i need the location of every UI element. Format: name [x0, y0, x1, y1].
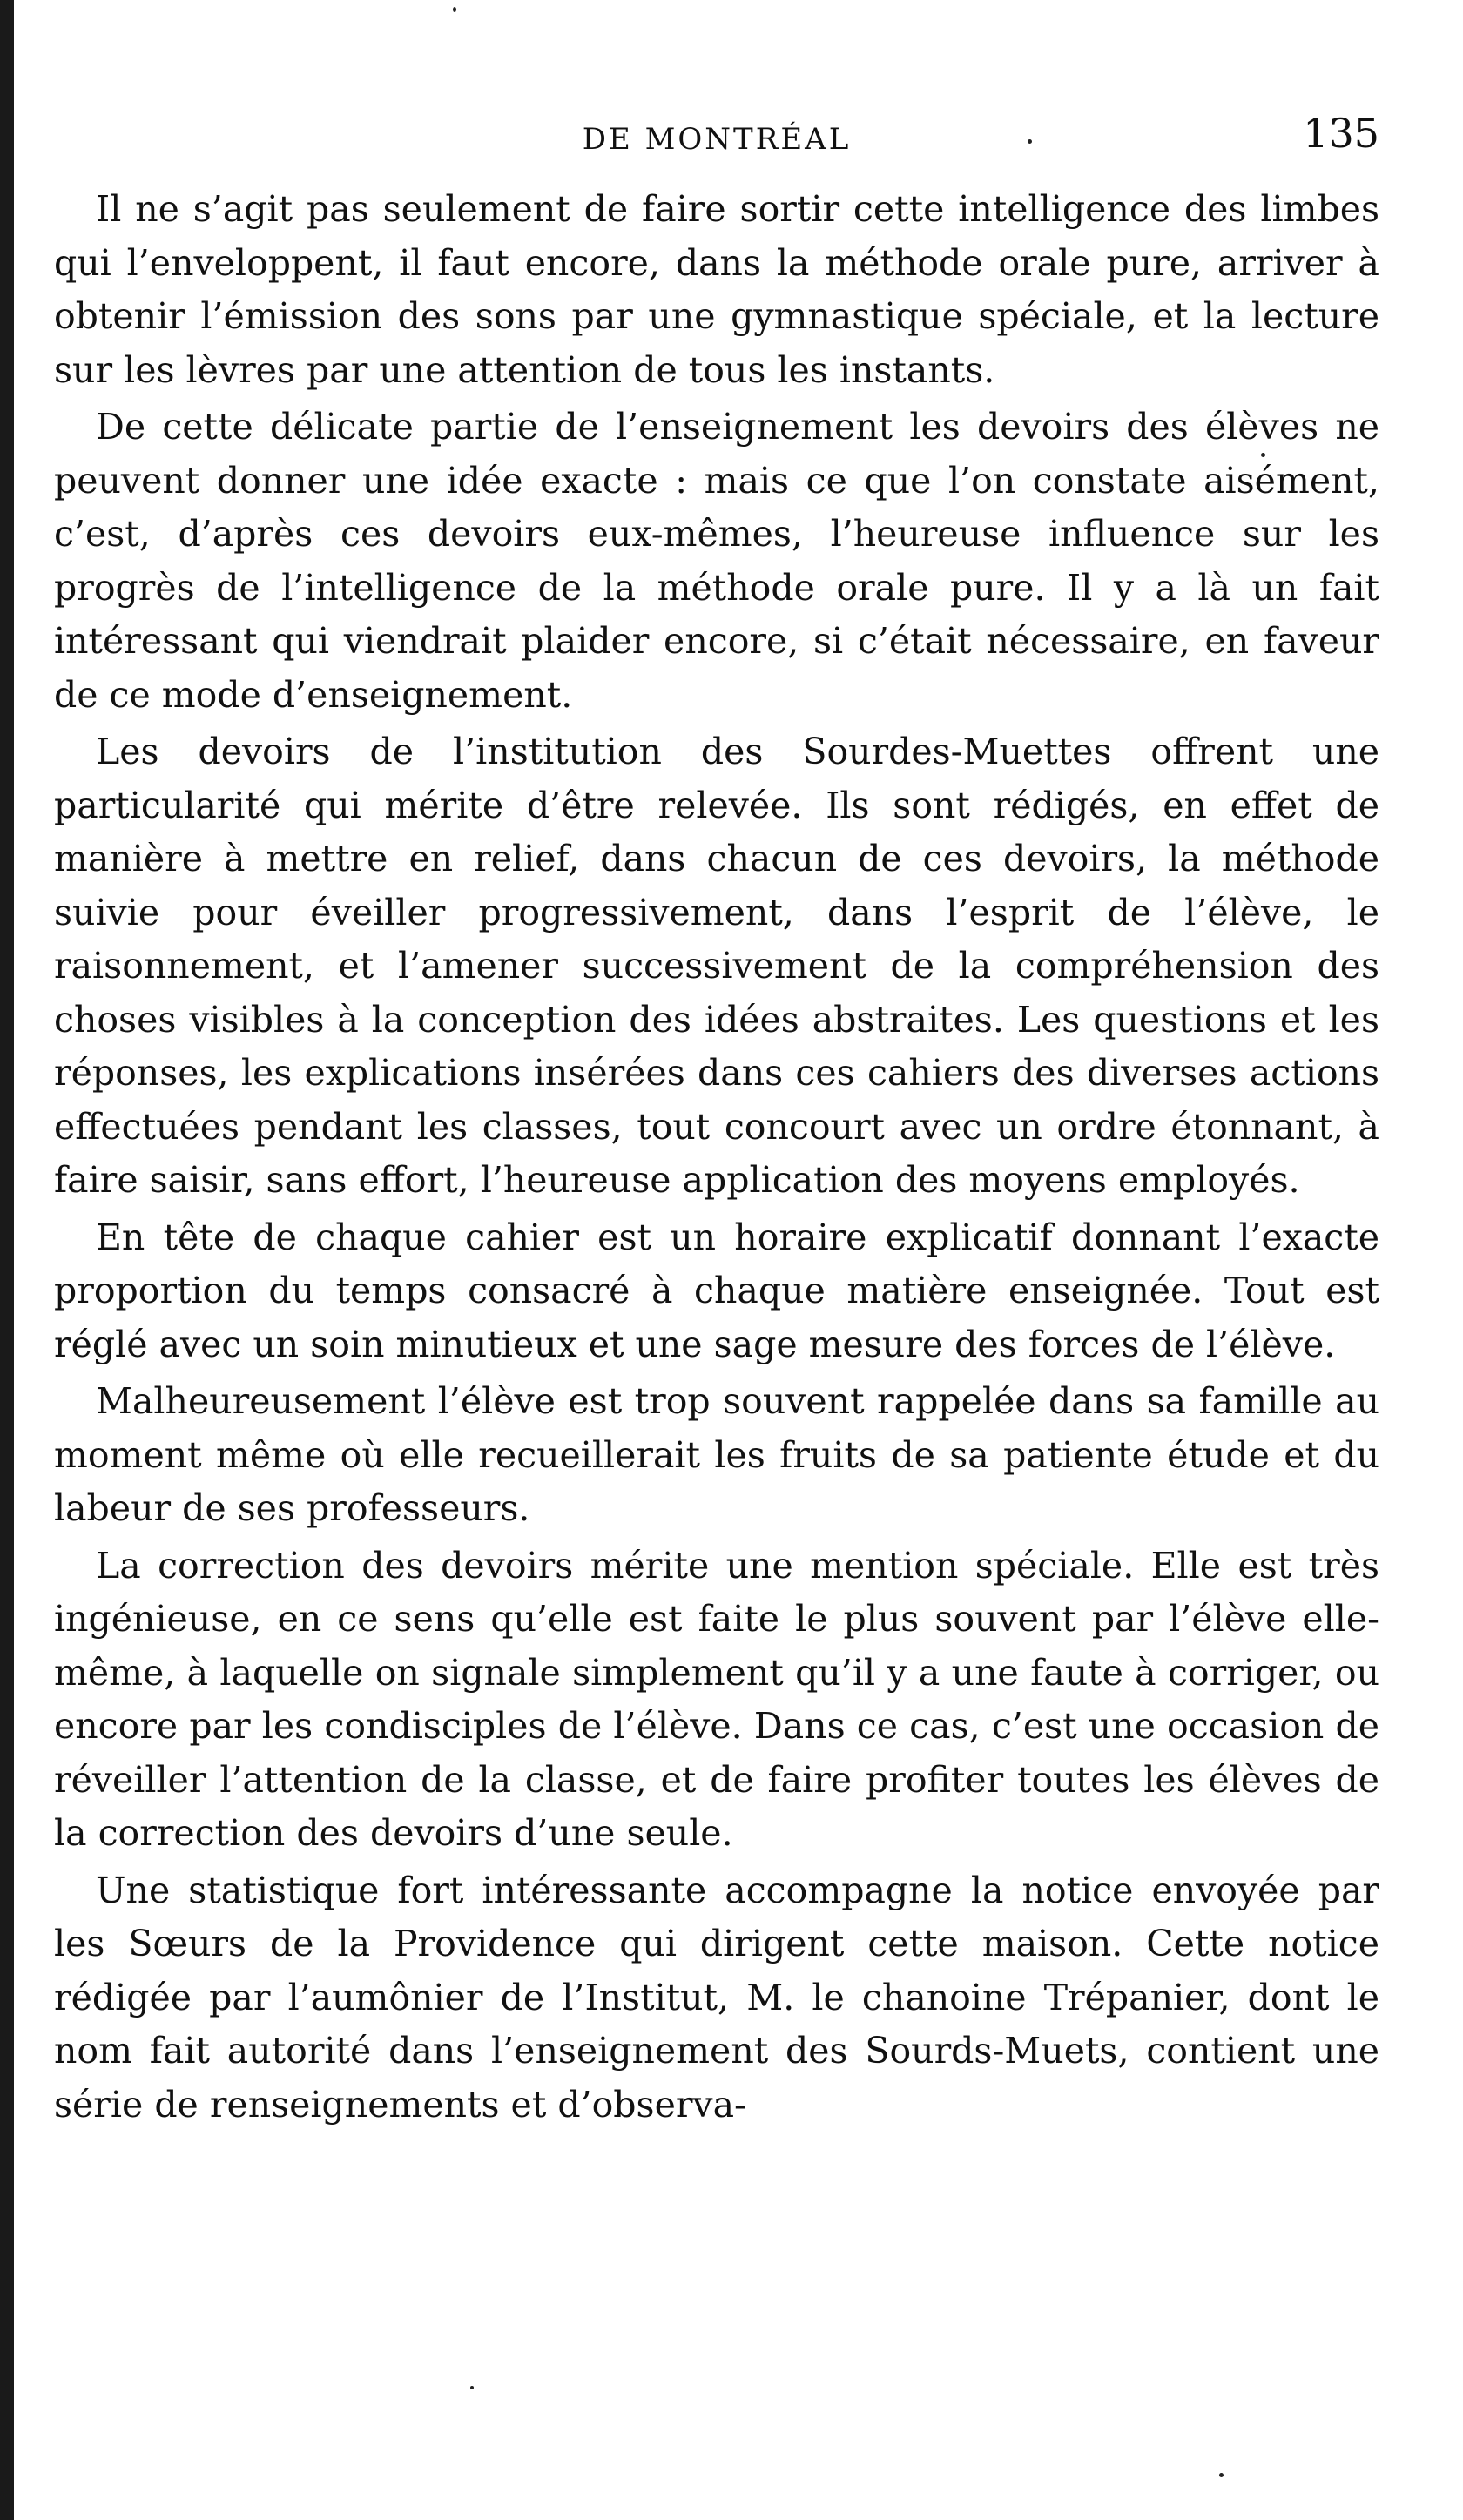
scan-speck — [1028, 139, 1032, 144]
paragraph: Malheureusement l’élève est trop souvent rappelée dans sa famille au moment même où elle recueillerait les fruits de sa patiente étude et du labeur de ses professeurs. — [54, 1380, 1379, 1529]
paragraph: De cette délicate partie de l’enseignement les devoirs des élèves ne peuvent donner une idée exacte : mais ce que l’on constate aisément, c’est, d’après ces devoirs eux-mêmes, l’heureuse influence sur les progrès de l’intelligence de la méthode orale pure. Il y a là un fait intéressant qui viendrait plaider encore, si c’était nécessaire, en faveur de ce mode d’enseignement. — [54, 406, 1379, 716]
paragraph: Il ne s’agit pas seulement de faire sortir cette intelligence des limbes qui l’enveloppent, il faut encore, dans la méthode orale pure, arriver à obtenir l’émission des sons par une gymnastique spéciale, et la lecture sur les lèvres par une attention de tous les instants. — [54, 188, 1379, 391]
paragraph: En tête de chaque cahier est un horaire explicatif donnant l’exacte proportion du temps consacré à chaque matière enseignée. Tout est réglé avec un soin minutieux et une sage mesure des forces de l’élève. — [54, 1216, 1379, 1365]
scan-speck — [470, 2386, 474, 2389]
paragraph: La correction des devoirs mérite une mention spéciale. Elle est très ingénieuse, en ce sens qu’elle est faite le plus souvent par l’élève elle-même, à laquelle on signale simplement qu’il y a une faute à corriger, ou encore par les condisciples de l’élève. Dans ce cas, c’est une occasion de réveiller l’attention de la classe, et de faire profiter toutes les élèves de la correction des devoirs d’une seule. — [54, 1544, 1379, 1854]
scan-speck — [453, 7, 456, 12]
scan-edge-shadow — [0, 0, 14, 2520]
page-header — [54, 87, 1379, 183]
running-title: DE MONTRÉAL — [582, 122, 852, 157]
book-page — [54, 87, 1379, 2135]
scan-speck — [1261, 453, 1265, 457]
body-text — [54, 183, 1379, 2132]
paragraph: Une statistique fort intéressante accompagne la notice envoyée par les Sœurs de la Providence qui dirigent cette maison. Cette notice rédigée par l’aumônier de l’Institut, M. le chanoine Trépanier, dont le nom fait autorité dans l’enseignement des Sourds-Muets, contient une série de renseignements et d’observa- — [54, 1869, 1379, 2126]
paragraph: Les devoirs de l’institution des Sourdes-Muettes offrent une particularité qui mérite d’être relevée. Ils sont rédigés, en effet de manière à mettre en relief, dans chacun de ces devoirs, la méthode suivie pour éveiller progressivement, dans l’esprit de l’élève, le raisonnement, et l’amener successivement de la compréhension des choses visibles à la conception des idées abstraites. Les questions et les réponses, les explications insérées dans ces cahiers des diverses actions effectuées pendant les classes, tout concourt avec un ordre étonnant, à faire saisir, sans effort, l’heureuse application des moyens employés. — [54, 731, 1379, 1201]
scan-speck — [1219, 2473, 1224, 2477]
page-number: 135 — [1303, 110, 1379, 157]
